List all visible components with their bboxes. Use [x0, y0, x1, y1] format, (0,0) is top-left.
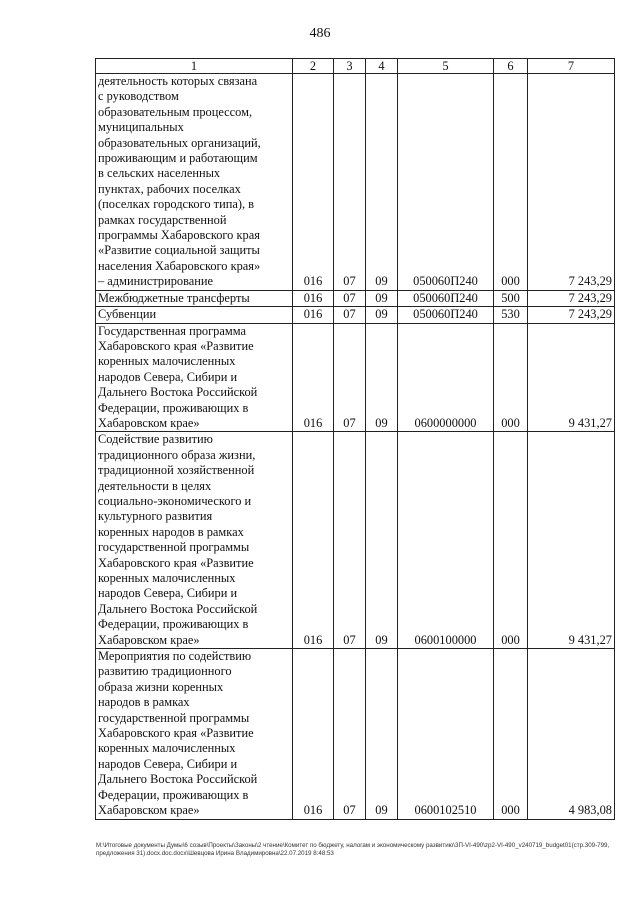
section-code: 07: [334, 323, 366, 432]
expense-type-code: 500: [494, 290, 528, 306]
row-description: Содействие развитию традиционного образа жизни, традиционной хозяйственной деятельности в целях социально-экономического и культурного развития коренных народов в рамках государственной программы Хабаровского края «Развитие коренных малочисленных народов Севера, Сибири и Дальнего Востока Российской Федерации, проживающих в Хабаровском крае»: [96, 432, 293, 649]
column-header-7: 7: [528, 59, 615, 74]
file-path-footer: M:\Итоговые документы Думы\6 созыв\Проекты\Законы\2 чтение\Комитет по бюджету, налогам и экономическому развитию\3П-VI-490\zp2-VI-490_v240719_budget01(стр.309-799, предложения 31).docx.doc.docx\Шевцова Ирина Владимировна\22.07.2019 8:48:53: [96, 842, 610, 857]
table-row: [96, 649, 615, 819]
section-code: 07: [334, 649, 366, 819]
expense-type-code: 000: [494, 432, 528, 649]
section-code: 07: [334, 290, 366, 306]
section-code: 07: [334, 74, 366, 291]
column-header-2: 2: [293, 59, 334, 74]
row-description: Субвенции: [96, 307, 293, 323]
subsection-code: 09: [366, 432, 398, 649]
expense-type-code: 000: [494, 323, 528, 432]
column-header-6: 6: [494, 59, 528, 74]
row-description: Мероприятия по содействию развитию традиционного образа жизни коренных народов в рамках государственной программы Хабаровского края «Развитие коренных малочисленных народов Севера, Сибири и Дальнего Востока Российской Федерации, проживающих в Хабаровском крае»: [96, 649, 293, 819]
amount: 9 431,27: [528, 432, 615, 649]
amount: 4 983,08: [528, 649, 615, 819]
subsection-code: 09: [366, 74, 398, 291]
target-article-code: 050060П240: [398, 290, 494, 306]
subsection-code: 09: [366, 323, 398, 432]
column-header-3: 3: [334, 59, 366, 74]
ministry-code: 016: [293, 432, 334, 649]
row-description: деятельность которых связана с руководством образовательным процессом, муниципальных образовательных организаций, проживающим и работающим в сельских населенных пунктах, рабочих поселках (поселках городского типа), в рамках государственной программы Хабаровского края «Развитие социальной защиты населения Хабаровского края» – администрирование: [96, 74, 293, 291]
ministry-code: 016: [293, 323, 334, 432]
amount: 9 431,27: [528, 323, 615, 432]
amount: 7 243,29: [528, 290, 615, 306]
expense-type-code: 530: [494, 307, 528, 323]
section-code: 07: [334, 432, 366, 649]
ministry-code: 016: [293, 307, 334, 323]
ministry-code: 016: [293, 74, 334, 291]
table-row: [96, 432, 615, 649]
table-row: [96, 74, 615, 291]
column-header-4: 4: [366, 59, 398, 74]
subsection-code: 09: [366, 649, 398, 819]
target-article-code: 0600000000: [398, 323, 494, 432]
expense-type-code: 000: [494, 649, 528, 819]
subsection-code: 09: [366, 307, 398, 323]
target-article-code: 0600100000: [398, 432, 494, 649]
expense-type-code: 000: [494, 74, 528, 291]
column-header-5: 5: [398, 59, 494, 74]
target-article-code: 0600102510: [398, 649, 494, 819]
ministry-code: 016: [293, 649, 334, 819]
table-header-row: [96, 59, 615, 74]
page-number: 486: [309, 26, 331, 41]
subsection-code: 09: [366, 290, 398, 306]
table-row: [96, 290, 615, 306]
table-row: [96, 323, 615, 432]
amount: 7 243,29: [528, 307, 615, 323]
target-article-code: 050060П240: [398, 307, 494, 323]
row-description: Межбюджетные трансферты: [96, 290, 293, 306]
table-row: [96, 307, 615, 323]
column-header-1: 1: [96, 59, 293, 74]
row-description: Государственная программа Хабаровского края «Развитие коренных малочисленных народов Севера, Сибири и Дальнего Востока Российской Федерации, проживающих в Хабаровском крае»: [96, 323, 293, 432]
ministry-code: 016: [293, 290, 334, 306]
section-code: 07: [334, 307, 366, 323]
target-article-code: 050060П240: [398, 74, 494, 291]
budget-table: [95, 58, 615, 820]
amount: 7 243,29: [528, 74, 615, 291]
